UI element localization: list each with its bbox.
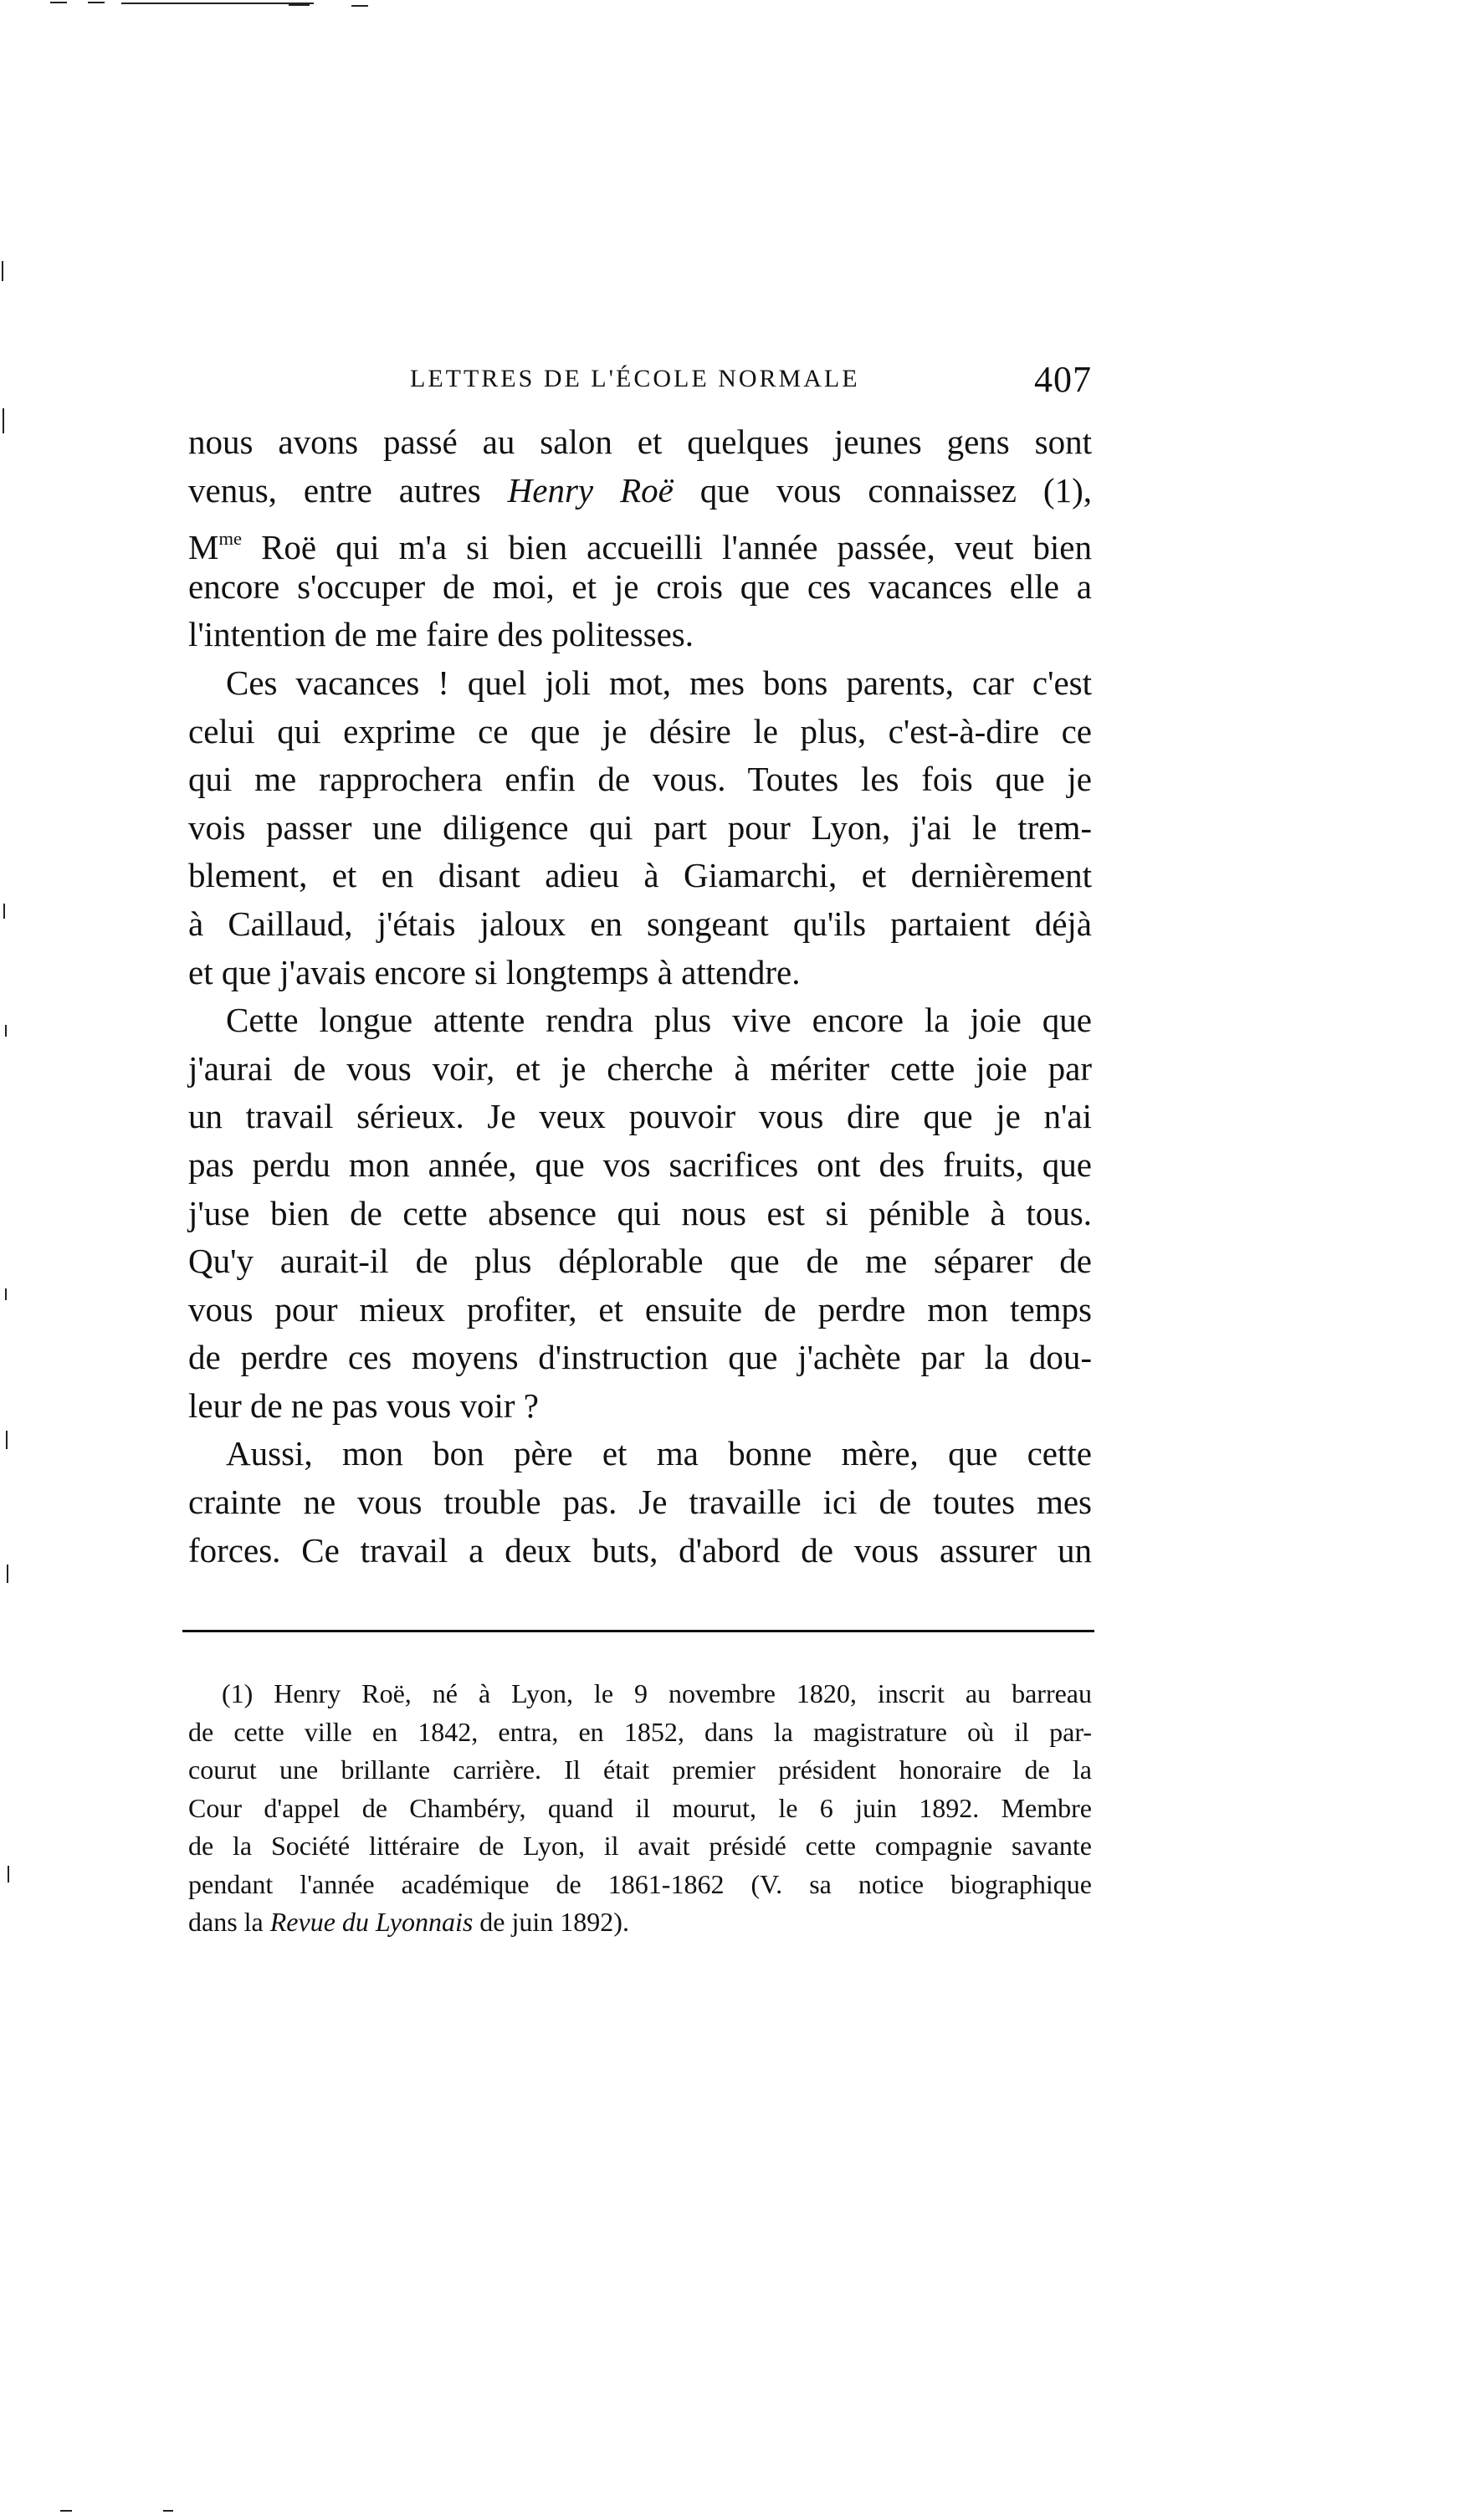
page-number: 407 — [1034, 359, 1092, 400]
body-line: j'aurai de vous voir, et je cherche à mériter cette joie par — [188, 1048, 1092, 1088]
body-line: Cette longue attente rendra plus vive encore la joie que — [226, 1001, 1092, 1040]
text-run: de juin 1892). — [473, 1907, 629, 1937]
scan-artifact-top-line-1 — [50, 2, 67, 3]
scan-artifact-top-line-2 — [88, 2, 105, 3]
scan-artifact-left-mark-5 — [5, 1288, 7, 1300]
body-line: qui me rapprochera enfin de vous. Toutes les fois que je — [188, 760, 1092, 799]
body-line: et que j'avais encore si longtemps à attendre. — [188, 952, 801, 991]
body-line: celui qui exprime ce que je désire le plus, c'est-à-dire ce — [188, 711, 1092, 750]
scan-artifact-bottom-mark-1 — [60, 2510, 72, 2512]
scan-artifact-left-mark-8 — [8, 1866, 9, 1882]
body-line: vois passer une diligence qui part pour Lyon, j'ai le trem- — [188, 807, 1092, 847]
body-line: Ces vacances ! quel joli mot, mes bons parents, car c'est — [226, 663, 1092, 702]
body-line: forces. Ce travail a deux buts, d'abord de vous assurer un — [188, 1530, 1092, 1570]
italic-text: Revue du Lyonnais — [269, 1907, 474, 1937]
scan-artifact-left-mark-6 — [6, 1431, 8, 1449]
footnote-line: Cour d'appel de Chambéry, quand il mourut, le 6 juin 1892. Membre — [188, 1792, 1092, 1823]
footnote-line: courut une brillante carrière. Il était premier président honoraire de la — [188, 1754, 1092, 1785]
italic-text: Henry Roë — [507, 470, 674, 510]
body-line — [188, 515, 1092, 567]
body-line: blement, et en disant adieu à Giamarchi, et dernièrement — [188, 856, 1092, 895]
scan-artifact-left-mark-2 — [3, 408, 4, 433]
footnote — [188, 1675, 1092, 1942]
footnote-line — [188, 1903, 1092, 1942]
body-text — [188, 418, 1092, 1575]
scan-artifact-top-line-3 — [121, 3, 314, 4]
body-line: nous avons passé au salon et quelques jeunes gens sont — [188, 423, 1092, 461]
text-run: que vous connaissez (1), — [673, 470, 1092, 510]
footnote-line: de la Société littéraire de Lyon, il avait présidé cette compagnie savante — [188, 1831, 1092, 1861]
footnote-rule — [182, 1630, 1094, 1632]
running-head — [188, 358, 1092, 400]
scan-artifact-top-line-4 — [289, 4, 310, 6]
text-run: venus, entre autres — [188, 470, 508, 510]
footnote-line: (1) Henry Roë, né à Lyon, le 9 novembre 1820, inscrit au barreau — [222, 1678, 1092, 1708]
body-line: de perdre ces moyens d'instruction que j'achète par la dou- — [188, 1338, 1092, 1377]
scan-artifact-left-mark-1 — [2, 261, 3, 281]
text-run: Roë qui m'a si bien accueilli l'année passée, veut bien — [242, 528, 1092, 567]
body-line: crainte ne vous trouble pas. Je travaille ici de toutes mes — [188, 1483, 1092, 1522]
text-run: dans la — [188, 1907, 270, 1937]
body-line — [188, 467, 1092, 515]
body-line: à Caillaud, j'étais jaloux en songeant qu'ils partaient déjà — [188, 904, 1092, 943]
body-line: pas perdu mon année, que vos sacrifices ont des fruits, que — [188, 1145, 1092, 1184]
body-line: j'use bien de cette absence qui nous est si pénible à tous. — [188, 1193, 1092, 1232]
body-line: un travail sérieux. Je veux pouvoir vous dire que je n'ai — [188, 1097, 1092, 1136]
body-line: l'intention de me faire des politesses. — [188, 615, 694, 654]
body-line: vous pour mieux profiter, et ensuite de perdre mon temps — [188, 1289, 1092, 1329]
scan-artifact-left-mark-3 — [3, 904, 5, 919]
body-line: Aussi, mon bon père et ma bonne mère, que cette — [226, 1434, 1092, 1473]
superscript-abbreviation: me — [218, 528, 243, 550]
scan-artifact-left-mark-7 — [7, 1565, 8, 1583]
footnote-line: de cette ville en 1842, entra, en 1852, dans la magistrature où il par- — [188, 1716, 1092, 1747]
body-line: encore s'occuper de moi, et je crois que ces vacances elle a — [188, 566, 1092, 606]
footnote-line: pendant l'année académique de 1861-1862 (V. sa notice biographique — [188, 1868, 1092, 1899]
body-line: Qu'y aurait-il de plus déplorable que de me séparer de — [188, 1242, 1092, 1281]
scan-artifact-left-mark-4 — [5, 1025, 7, 1037]
scan-artifact-bottom-mark-2 — [163, 2510, 173, 2512]
running-title: LETTRES DE L'ÉCOLE NORMALE — [410, 365, 860, 392]
scan-artifact-top-line-5 — [351, 5, 368, 7]
body-line: leur de ne pas vous voir ? — [188, 1385, 539, 1425]
text-run: M — [188, 528, 219, 567]
